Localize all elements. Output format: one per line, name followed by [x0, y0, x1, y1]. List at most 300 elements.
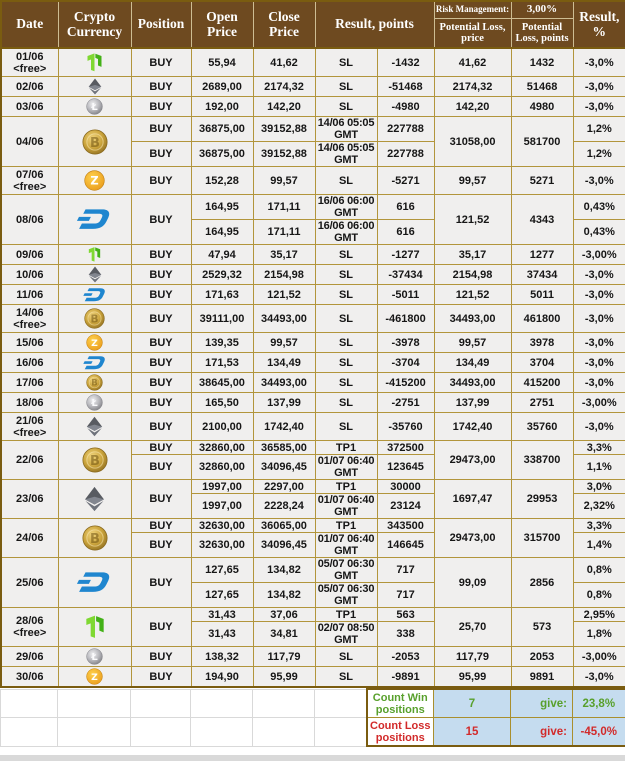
header-potential-loss-price[interactable]: Potential Loss, price: [434, 19, 511, 49]
result-percent-cell[interactable]: 2,95%: [573, 608, 625, 622]
date-cell[interactable]: [1, 167, 58, 195]
result-percent-cell[interactable]: 3,0%: [573, 480, 625, 494]
close-price-cell[interactable]: 39152,88: [253, 142, 315, 167]
loss-percent-value[interactable]: -45,0%: [573, 718, 625, 747]
close-price-cell[interactable]: 1742,40: [253, 413, 315, 441]
open-price-cell[interactable]: 32860,00: [191, 441, 253, 455]
date-cell[interactable]: [1, 647, 58, 667]
potential-loss-points-cell[interactable]: 1277: [511, 245, 573, 265]
result-points-cell[interactable]: -1432: [377, 48, 434, 77]
empty-cell[interactable]: [131, 718, 191, 747]
date-cell[interactable]: [1, 333, 58, 353]
empty-cell[interactable]: [253, 718, 315, 747]
open-price-cell[interactable]: 2529,32: [191, 265, 253, 285]
result-points-cell[interactable]: 338: [377, 622, 434, 647]
open-price-cell[interactable]: 32630,00: [191, 533, 253, 558]
potential-loss-points-cell[interactable]: 2053: [511, 647, 573, 667]
risk-management-value[interactable]: 3,00%: [511, 1, 573, 19]
crypto-currency-cell[interactable]: [58, 48, 131, 77]
potential-loss-points-cell[interactable]: 4343: [511, 195, 573, 245]
svg-text:Ł: Ł: [90, 102, 98, 113]
close-price-cell[interactable]: 171,11: [253, 195, 315, 220]
position-cell[interactable]: BUY: [131, 77, 191, 97]
open-price-cell[interactable]: 38645,00: [191, 373, 253, 393]
result-percent-cell[interactable]: 1,2%: [573, 142, 625, 167]
potential-loss-points-cell[interactable]: 2751: [511, 393, 573, 413]
result-points-cell[interactable]: 343500: [377, 519, 434, 533]
result-points-cell[interactable]: -2053: [377, 647, 434, 667]
potential-loss-price-cell[interactable]: 34493,00: [434, 373, 511, 393]
result-points-cell[interactable]: -35760: [377, 413, 434, 441]
result-percent-cell[interactable]: -3,0%: [573, 353, 625, 373]
result-points-cell[interactable]: 146645: [377, 533, 434, 558]
header-result-percent[interactable]: Result, %: [573, 1, 625, 48]
potential-loss-points-cell[interactable]: 315700: [511, 519, 573, 558]
result-percent-cell[interactable]: -3,00%: [573, 245, 625, 265]
result-percent-cell[interactable]: -3,00%: [573, 647, 625, 667]
result-label-cell[interactable]: SL: [315, 167, 377, 195]
result-label-cell[interactable]: SL: [315, 245, 377, 265]
result-percent-cell[interactable]: -3,00%: [573, 393, 625, 413]
date-cell[interactable]: [1, 441, 58, 480]
result-points-cell[interactable]: 23124: [377, 494, 434, 519]
crypto-currency-cell[interactable]: [58, 305, 131, 333]
result-label-cell[interactable]: 05/07 06:30 GMT: [315, 558, 377, 583]
date-text: 18/06: [2, 397, 58, 409]
eth-icon: [88, 78, 102, 95]
result-label-cell[interactable]: SL: [315, 48, 377, 77]
close-price-cell[interactable]: 134,82: [253, 558, 315, 583]
potential-loss-price-cell[interactable]: 121,52: [434, 195, 511, 245]
result-points-cell[interactable]: 717: [377, 558, 434, 583]
count-loss-value[interactable]: 15: [434, 718, 511, 747]
crypto-currency-cell[interactable]: [58, 558, 131, 608]
potential-loss-points-cell[interactable]: 29953: [511, 480, 573, 519]
count-win-label[interactable]: Count Win positions: [367, 689, 434, 718]
result-points-cell[interactable]: -415200: [377, 373, 434, 393]
result-label-cell[interactable]: 01/07 06:40 GMT: [315, 455, 377, 480]
result-label-cell[interactable]: 16/06 06:00 GMT: [315, 220, 377, 245]
potential-loss-price-cell[interactable]: 117,79: [434, 647, 511, 667]
date-cell[interactable]: [1, 305, 58, 333]
potential-loss-price-cell[interactable]: 99,57: [434, 333, 511, 353]
open-price-cell[interactable]: 55,94: [191, 48, 253, 77]
date-cell[interactable]: [1, 195, 58, 245]
result-points-cell[interactable]: 717: [377, 583, 434, 608]
close-price-cell[interactable]: 36065,00: [253, 519, 315, 533]
potential-loss-price-cell[interactable]: 95,99: [434, 667, 511, 688]
date-cell[interactable]: [1, 117, 58, 167]
result-label-cell[interactable]: TP1: [315, 608, 377, 622]
result-points-cell[interactable]: -9891: [377, 667, 434, 688]
result-points-cell[interactable]: 372500: [377, 441, 434, 455]
position-cell[interactable]: BUY: [131, 441, 191, 455]
result-points-cell[interactable]: -4980: [377, 97, 434, 117]
result-points-cell[interactable]: -461800: [377, 305, 434, 333]
result-label-cell[interactable]: SL: [315, 97, 377, 117]
open-price-cell[interactable]: 1997,00: [191, 480, 253, 494]
date-cell[interactable]: [1, 413, 58, 441]
result-label-cell[interactable]: TP1: [315, 519, 377, 533]
open-price-cell[interactable]: 171,63: [191, 285, 253, 305]
result-percent-cell[interactable]: 3,3%: [573, 441, 625, 455]
close-price-cell[interactable]: 117,79: [253, 647, 315, 667]
header-position[interactable]: Position: [131, 1, 191, 48]
close-price-cell[interactable]: 142,20: [253, 97, 315, 117]
open-price-cell[interactable]: 192,00: [191, 97, 253, 117]
result-points-cell[interactable]: -1277: [377, 245, 434, 265]
result-label-cell[interactable]: SL: [315, 77, 377, 97]
result-points-cell[interactable]: -51468: [377, 77, 434, 97]
crypto-currency-cell[interactable]: [58, 285, 131, 305]
result-label-cell[interactable]: 05/07 06:30 GMT: [315, 583, 377, 608]
date-cell[interactable]: [1, 393, 58, 413]
result-label-cell[interactable]: 16/06 06:00 GMT: [315, 195, 377, 220]
potential-loss-price-cell[interactable]: 2154,98: [434, 265, 511, 285]
result-percent-cell[interactable]: -3,0%: [573, 167, 625, 195]
result-percent-cell[interactable]: 0,43%: [573, 195, 625, 220]
open-price-cell[interactable]: 152,28: [191, 167, 253, 195]
open-price-cell[interactable]: 47,94: [191, 245, 253, 265]
position-cell[interactable]: BUY: [131, 533, 191, 558]
result-label-cell[interactable]: 01/07 06:40 GMT: [315, 533, 377, 558]
close-price-cell[interactable]: 2174,32: [253, 77, 315, 97]
crypto-currency-cell[interactable]: [58, 480, 131, 519]
open-price-cell[interactable]: 36875,00: [191, 117, 253, 142]
date-cell[interactable]: [1, 353, 58, 373]
result-label-cell[interactable]: SL: [315, 285, 377, 305]
potential-loss-price-cell[interactable]: 137,99: [434, 393, 511, 413]
close-price-cell[interactable]: 137,99: [253, 393, 315, 413]
crypto-currency-cell[interactable]: [58, 265, 131, 285]
close-price-cell[interactable]: 134,82: [253, 583, 315, 608]
crypto-currency-cell[interactable]: [58, 519, 131, 558]
loss-give-label[interactable]: give:: [511, 718, 573, 747]
result-percent-cell[interactable]: 1,2%: [573, 117, 625, 142]
result-percent-cell[interactable]: -3,0%: [573, 333, 625, 353]
crypto-currency-cell[interactable]: [58, 77, 131, 97]
header-result-points[interactable]: Result, points: [315, 1, 434, 48]
position-cell[interactable]: BUY: [131, 167, 191, 195]
win-give-label[interactable]: give:: [511, 689, 573, 718]
svg-text:Z: Z: [91, 672, 98, 683]
crypto-currency-cell[interactable]: [58, 353, 131, 373]
potential-loss-price-cell[interactable]: 31058,00: [434, 117, 511, 167]
result-points-cell[interactable]: 227788: [377, 142, 434, 167]
position-cell[interactable]: BUY: [131, 667, 191, 688]
result-label-cell[interactable]: SL: [315, 305, 377, 333]
potential-loss-price-cell[interactable]: 99,57: [434, 167, 511, 195]
position-cell[interactable]: BUY: [131, 647, 191, 667]
result-percent-cell[interactable]: -3,0%: [573, 667, 625, 688]
close-price-cell[interactable]: 99,57: [253, 333, 315, 353]
result-points-cell[interactable]: -2751: [377, 393, 434, 413]
position-cell[interactable]: BUY: [131, 48, 191, 77]
close-price-cell[interactable]: 121,52: [253, 285, 315, 305]
close-price-cell[interactable]: 34096,45: [253, 455, 315, 480]
position-cell[interactable]: BUY: [131, 413, 191, 441]
crypto-currency-cell[interactable]: [58, 333, 131, 353]
close-price-cell[interactable]: 34493,00: [253, 305, 315, 333]
close-price-cell[interactable]: 95,99: [253, 667, 315, 688]
result-percent-cell[interactable]: 0,43%: [573, 220, 625, 245]
position-cell[interactable]: BUY: [131, 285, 191, 305]
empty-cell[interactable]: [315, 689, 367, 718]
potential-loss-points-cell[interactable]: 35760: [511, 413, 573, 441]
date-cell[interactable]: [1, 608, 58, 647]
crypto-currency-cell[interactable]: [58, 167, 131, 195]
crypto-currency-cell[interactable]: [58, 393, 131, 413]
empty-cell[interactable]: [131, 689, 191, 718]
open-price-cell[interactable]: 39111,00: [191, 305, 253, 333]
result-label-cell[interactable]: SL: [315, 647, 377, 667]
position-cell[interactable]: BUY: [131, 265, 191, 285]
open-price-cell[interactable]: 31,43: [191, 608, 253, 622]
win-percent-value[interactable]: 23,8%: [573, 689, 625, 718]
result-label-cell[interactable]: SL: [315, 265, 377, 285]
result-percent-cell[interactable]: -3,0%: [573, 97, 625, 117]
result-points-cell[interactable]: -5271: [377, 167, 434, 195]
position-cell[interactable]: BUY: [131, 608, 191, 647]
result-points-cell[interactable]: 123645: [377, 455, 434, 480]
open-price-cell[interactable]: 127,65: [191, 583, 253, 608]
result-label-cell[interactable]: TP1: [315, 441, 377, 455]
potential-loss-price-cell[interactable]: 142,20: [434, 97, 511, 117]
close-price-cell[interactable]: 2228,24: [253, 494, 315, 519]
open-price-cell[interactable]: 1997,00: [191, 494, 253, 519]
potential-loss-points-cell[interactable]: 4980: [511, 97, 573, 117]
empty-cell[interactable]: [191, 718, 253, 747]
empty-cell[interactable]: [58, 689, 131, 718]
result-points-cell[interactable]: 616: [377, 220, 434, 245]
open-price-cell[interactable]: 164,95: [191, 220, 253, 245]
result-label-cell[interactable]: TP1: [315, 480, 377, 494]
date-cell[interactable]: [1, 97, 58, 117]
close-price-cell[interactable]: 39152,88: [253, 117, 315, 142]
empty-cell[interactable]: [1, 718, 58, 747]
close-price-cell[interactable]: 2154,98: [253, 265, 315, 285]
result-percent-cell[interactable]: 0,8%: [573, 583, 625, 608]
btc-icon: [86, 374, 103, 391]
result-points-cell[interactable]: 30000: [377, 480, 434, 494]
result-percent-cell[interactable]: 2,32%: [573, 494, 625, 519]
potential-loss-points-cell[interactable]: 573: [511, 608, 573, 647]
result-percent-cell[interactable]: -3,0%: [573, 265, 625, 285]
position-cell[interactable]: BUY: [131, 455, 191, 480]
potential-loss-points-cell[interactable]: 37434: [511, 265, 573, 285]
result-label-cell[interactable]: SL: [315, 333, 377, 353]
count-loss-label[interactable]: Count Loss positions: [367, 718, 434, 747]
result-points-cell[interactable]: -37434: [377, 265, 434, 285]
open-price-cell[interactable]: 139,35: [191, 333, 253, 353]
potential-loss-price-cell[interactable]: 34493,00: [434, 305, 511, 333]
position-cell[interactable]: BUY: [131, 393, 191, 413]
crypto-currency-cell[interactable]: [58, 667, 131, 688]
result-label-cell[interactable]: SL: [315, 393, 377, 413]
count-win-value[interactable]: 7: [434, 689, 511, 718]
position-cell[interactable]: BUY: [131, 353, 191, 373]
position-cell[interactable]: BUY: [131, 97, 191, 117]
position-cell[interactable]: BUY: [131, 195, 191, 245]
potential-loss-price-cell[interactable]: 134,49: [434, 353, 511, 373]
open-price-cell[interactable]: 36875,00: [191, 142, 253, 167]
crypto-currency-cell[interactable]: [58, 373, 131, 393]
crypto-currency-cell[interactable]: [58, 608, 131, 647]
date-cell[interactable]: [1, 373, 58, 393]
empty-cell[interactable]: [191, 689, 253, 718]
risk-management-label[interactable]: Risk Management:: [434, 1, 511, 19]
close-price-cell[interactable]: 35,17: [253, 245, 315, 265]
close-price-cell[interactable]: 34,81: [253, 622, 315, 647]
potential-loss-price-cell[interactable]: 41,62: [434, 48, 511, 77]
result-percent-cell[interactable]: 0,8%: [573, 558, 625, 583]
result-label-cell[interactable]: SL: [315, 667, 377, 688]
result-percent-cell[interactable]: -3,0%: [573, 48, 625, 77]
crypto-currency-cell[interactable]: [58, 441, 131, 480]
potential-loss-price-cell[interactable]: 99,09: [434, 558, 511, 608]
svg-text:B: B: [90, 454, 100, 469]
result-percent-cell[interactable]: 1,8%: [573, 622, 625, 647]
crypto-currency-cell[interactable]: [58, 117, 131, 167]
open-price-cell[interactable]: 138,32: [191, 647, 253, 667]
result-percent-cell[interactable]: -3,0%: [573, 285, 625, 305]
close-price-cell[interactable]: 36585,00: [253, 441, 315, 455]
result-label-cell[interactable]: SL: [315, 353, 377, 373]
potential-loss-points-cell[interactable]: 51468: [511, 77, 573, 97]
result-percent-cell[interactable]: -3,0%: [573, 77, 625, 97]
empty-cell[interactable]: [1, 689, 58, 718]
position-cell[interactable]: BUY: [131, 519, 191, 533]
date-text: 01/06: [2, 51, 58, 63]
date-cell[interactable]: [1, 558, 58, 608]
result-percent-cell[interactable]: 3,3%: [573, 519, 625, 533]
open-price-cell[interactable]: 171,53: [191, 353, 253, 373]
result-label-cell[interactable]: 14/06 05:05 GMT: [315, 142, 377, 167]
close-price-cell[interactable]: 37,06: [253, 608, 315, 622]
potential-loss-points-cell[interactable]: 9891: [511, 667, 573, 688]
result-points-cell[interactable]: 563: [377, 608, 434, 622]
result-label-cell[interactable]: 14/06 05:05 GMT: [315, 117, 377, 142]
position-cell[interactable]: BUY: [131, 333, 191, 353]
open-price-cell[interactable]: 127,65: [191, 558, 253, 583]
header-potential-loss-points[interactable]: Potential Loss, points: [511, 19, 573, 49]
potential-loss-points-cell[interactable]: 461800: [511, 305, 573, 333]
potential-loss-price-cell[interactable]: 2174,32: [434, 77, 511, 97]
close-price-cell[interactable]: 2297,00: [253, 480, 315, 494]
position-cell[interactable]: BUY: [131, 373, 191, 393]
potential-loss-points-cell[interactable]: 1432: [511, 48, 573, 77]
date-cell[interactable]: [1, 519, 58, 558]
potential-loss-price-cell[interactable]: 1697,47: [434, 480, 511, 519]
date-cell[interactable]: [1, 667, 58, 688]
open-price-cell[interactable]: 31,43: [191, 622, 253, 647]
potential-loss-price-cell[interactable]: 25,70: [434, 608, 511, 647]
result-points-cell[interactable]: -5011: [377, 285, 434, 305]
potential-loss-points-cell[interactable]: 338700: [511, 441, 573, 480]
close-price-cell[interactable]: 134,49: [253, 353, 315, 373]
crypto-currency-cell[interactable]: [58, 245, 131, 265]
close-price-cell[interactable]: 34493,00: [253, 373, 315, 393]
result-points-cell[interactable]: 227788: [377, 117, 434, 142]
potential-loss-points-cell[interactable]: 5011: [511, 285, 573, 305]
crypto-currency-cell[interactable]: [58, 413, 131, 441]
position-cell[interactable]: BUY: [131, 480, 191, 519]
position-cell[interactable]: BUY: [131, 142, 191, 167]
header-crypto-currency[interactable]: Crypto Currency: [58, 1, 131, 48]
result-points-cell[interactable]: -3704: [377, 353, 434, 373]
close-price-cell[interactable]: 171,11: [253, 220, 315, 245]
header-close-price[interactable]: Close Price: [253, 1, 315, 48]
date-text: 23/06: [2, 493, 58, 505]
dash-icon: [75, 206, 114, 233]
open-price-cell[interactable]: 32860,00: [191, 455, 253, 480]
date-text: 21/06: [2, 415, 58, 427]
free-tag: <free>: [2, 63, 58, 75]
potential-loss-price-cell[interactable]: 35,17: [434, 245, 511, 265]
date-cell[interactable]: [1, 480, 58, 519]
result-percent-cell[interactable]: 1,1%: [573, 455, 625, 480]
potential-loss-points-cell[interactable]: 3978: [511, 333, 573, 353]
empty-cell[interactable]: [58, 718, 131, 747]
result-percent-cell[interactable]: 1,4%: [573, 533, 625, 558]
position-cell[interactable]: BUY: [131, 117, 191, 142]
position-cell[interactable]: BUY: [131, 245, 191, 265]
date-cell[interactable]: [1, 48, 58, 77]
open-price-cell[interactable]: 32630,00: [191, 519, 253, 533]
potential-loss-points-cell[interactable]: 581700: [511, 117, 573, 167]
open-price-cell[interactable]: 194,90: [191, 667, 253, 688]
empty-cell[interactable]: [315, 718, 367, 747]
potential-loss-price-cell[interactable]: 29473,00: [434, 441, 511, 480]
open-price-cell[interactable]: 2689,00: [191, 77, 253, 97]
result-label-cell[interactable]: SL: [315, 373, 377, 393]
close-price-cell[interactable]: 99,57: [253, 167, 315, 195]
potential-loss-points-cell[interactable]: 415200: [511, 373, 573, 393]
potential-loss-points-cell[interactable]: 3704: [511, 353, 573, 373]
open-price-cell[interactable]: 165,50: [191, 393, 253, 413]
crypto-currency-cell[interactable]: [58, 647, 131, 667]
position-cell[interactable]: BUY: [131, 558, 191, 608]
position-cell[interactable]: BUY: [131, 305, 191, 333]
potential-loss-points-cell[interactable]: 2856: [511, 558, 573, 608]
result-percent-cell[interactable]: -3,0%: [573, 373, 625, 393]
result-points-cell[interactable]: 616: [377, 195, 434, 220]
potential-loss-price-cell[interactable]: 29473,00: [434, 519, 511, 558]
result-label-cell[interactable]: 01/07 06:40 GMT: [315, 494, 377, 519]
result-label-cell[interactable]: SL: [315, 413, 377, 441]
open-price-cell[interactable]: 2100,00: [191, 413, 253, 441]
result-points-cell[interactable]: -3978: [377, 333, 434, 353]
potential-loss-price-cell[interactable]: 1742,40: [434, 413, 511, 441]
result-percent-cell[interactable]: -3,0%: [573, 413, 625, 441]
date-cell[interactable]: [1, 285, 58, 305]
date-cell[interactable]: [1, 77, 58, 97]
result-percent-cell[interactable]: -3,0%: [573, 305, 625, 333]
header-date[interactable]: Date: [1, 1, 58, 48]
potential-loss-points-cell[interactable]: 5271: [511, 167, 573, 195]
open-price-cell[interactable]: 164,95: [191, 195, 253, 220]
crypto-currency-cell[interactable]: [58, 97, 131, 117]
date-cell[interactable]: [1, 265, 58, 285]
close-price-cell[interactable]: 34096,45: [253, 533, 315, 558]
header-open-price[interactable]: Open Price: [191, 1, 253, 48]
date-cell[interactable]: [1, 245, 58, 265]
empty-cell[interactable]: [253, 689, 315, 718]
potential-loss-price-cell[interactable]: 121,52: [434, 285, 511, 305]
close-price-cell[interactable]: 41,62: [253, 48, 315, 77]
result-label-cell[interactable]: 02/07 08:50 GMT: [315, 622, 377, 647]
crypto-currency-cell[interactable]: [58, 195, 131, 245]
